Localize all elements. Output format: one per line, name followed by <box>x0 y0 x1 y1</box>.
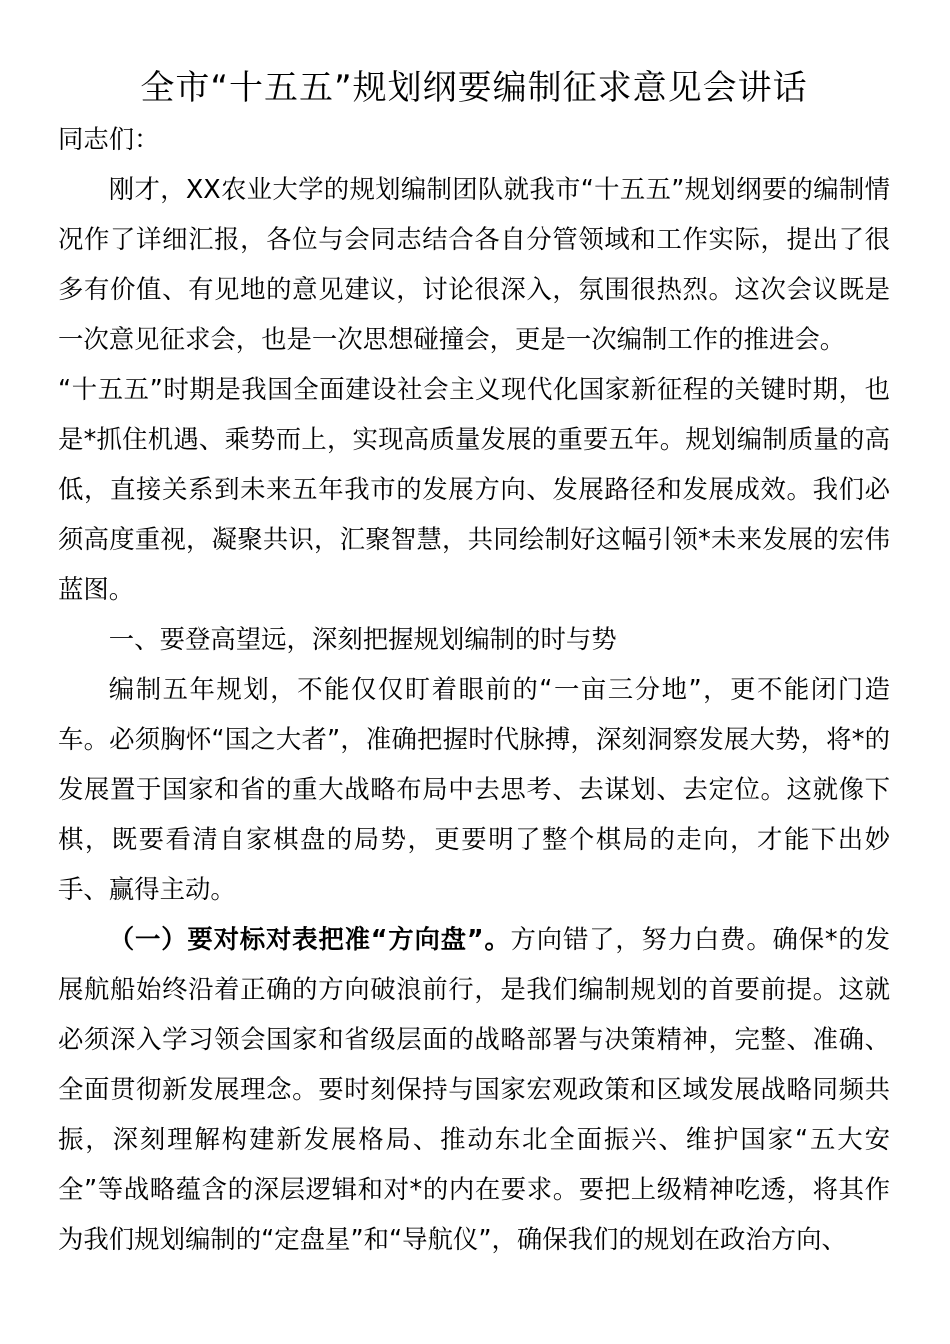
document-page <box>58 62 890 1264</box>
document-title: 全市“十五五”规划纲要编制征求意见会讲话 <box>140 68 808 108</box>
paragraph-3: 编制五年规划，不能仅仅盯着眼前的“一亩三分地”，更不能闭门造车。必须胸怀“国之大者”，准确把握时代脉搏，深刻洞察发展大势，将*的发展置于国家和省的重大战略布局中去思考、去谋划、去定位。这就像下棋，既要看清自家棋盘的局势，更要明了整个棋局的走向，才能下出妙手、赢得主动。 <box>58 674 890 904</box>
section-heading-1: 一、要登高望远，深刻把握规划编制的时与势 <box>108 624 617 654</box>
salutation: 同志们： <box>58 124 160 154</box>
paragraph-1: 刚才，XX农业大学的规划编制团队就我市“十五五”规划纲要的编制情况作了详细汇报，各位与会同志结合各自分管领域和工作实际，提出了很多有价值、有见地的意见建议，讨论很深入，氛围很热烈。这次会议既是一次意见征求会，也是一次思想碰撞会，更是一次编制工作的推进会。 <box>58 174 890 354</box>
paragraph-2: “十五五”时期是我国全面建设社会主义现代化国家新征程的关键时期，也是*抓住机遇、乘势而上，实现高质量发展的重要五年。规划编制质量的高低，直接关系到未来五年我市的发展方向、发展路径和发展成效。我们必须高度重视，凝聚共识，汇聚智慧，共同绘制好这幅引领*未来发展的宏伟蓝图。 <box>58 374 890 604</box>
subsection-heading-1: （一）要对标对表把准“方向盘”。 <box>108 924 511 954</box>
subsection-text-1: 方向错了，努力白费。确保*的发展航船始终沿着正确的方向破浪前行，是我们编制规划的首要前提。这就必须深入学习领会国家和省级层面的战略部署与决策精神，完整、准确、全面贯彻新发展理念。要时刻保持与国家宏观政策和区域发展战略同频共振，深刻理解构建新发展格局、推动东北全面振兴、维护国家“五大安全”等战略蕴含的深层逻辑和对*的内在要求。要把上级精神吃透，将其作为我们规划编制的“定盘星”和“导航仪”，确保我们的规划在政治方向、 <box>58 924 890 1254</box>
paragraph-4 <box>58 914 890 1264</box>
